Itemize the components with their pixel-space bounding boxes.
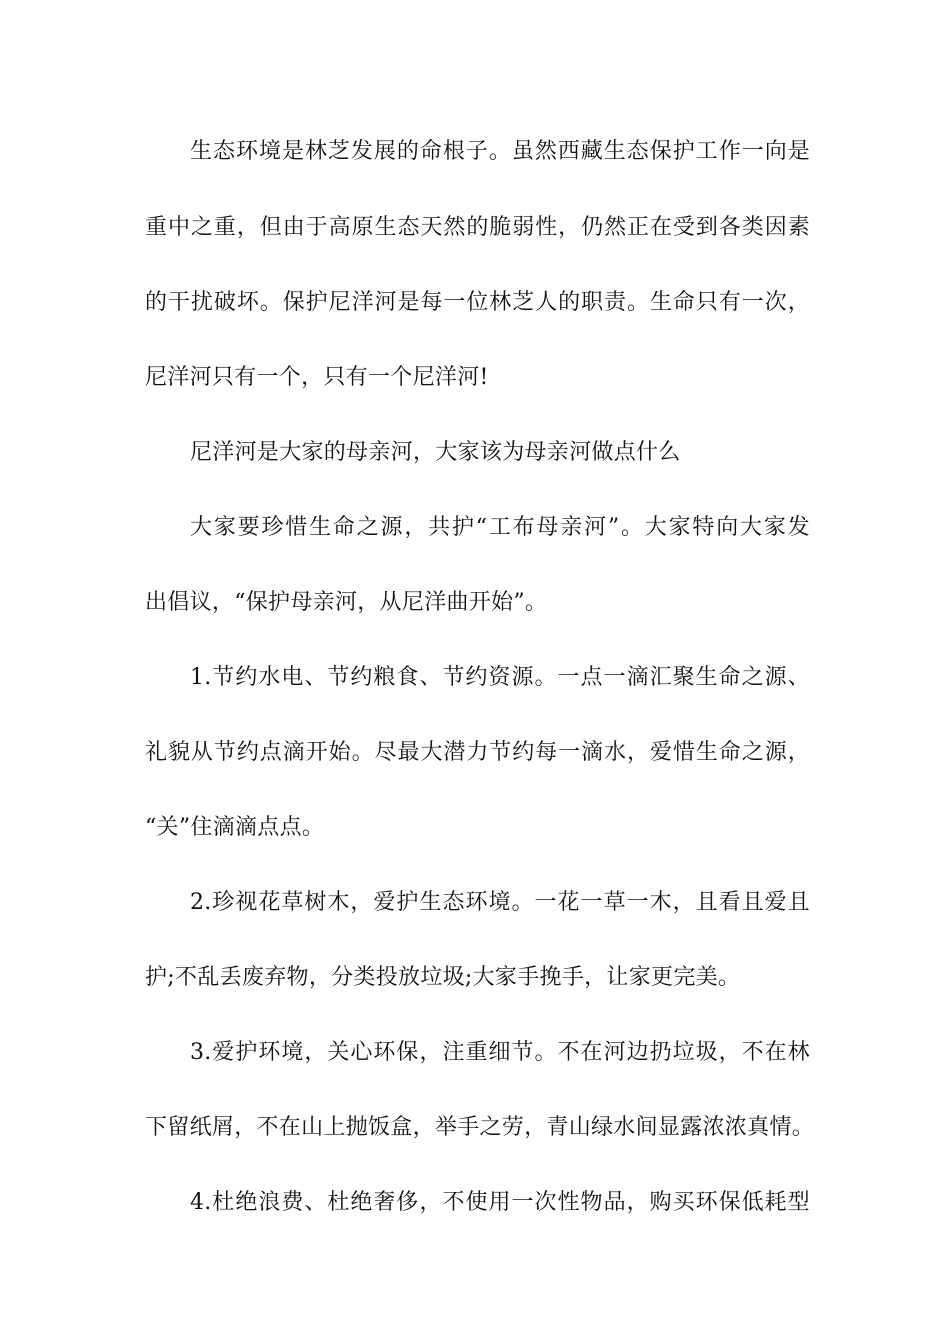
paragraph-line: 大家要珍惜生命之源，共护“工布母亲河”。大家特向大家发 bbox=[190, 515, 810, 540]
list-item-line: 礼貌从节约点滴开始。尽最大潜力节约每一滴水，爱惜生命之源， bbox=[145, 740, 810, 765]
list-item-line: 2.珍视花草树木，爱护生态环境。一花一草一木，且看且爱且 bbox=[190, 890, 810, 915]
paragraph-line: 的干扰破坏。保护尼洋河是每一位林芝人的职责。生命只有一次， bbox=[145, 290, 810, 315]
list-item-line: 3.爱护环境，关心环保，注重细节。不在河边扔垃圾，不在林 bbox=[190, 1040, 810, 1065]
list-item-line: 4.杜绝浪费、杜绝奢侈，不使用一次性物品，购买环保低耗型 bbox=[190, 1190, 810, 1215]
paragraph-line: 尼洋河是大家的母亲河，大家该为母亲河做点什么 bbox=[190, 440, 681, 465]
list-item-line: 1.节约水电、节约粮食、节约资源。一点一滴汇聚生命之源、 bbox=[190, 665, 810, 690]
paragraph-line: 生态环境是林芝发展的命根子。虽然西藏生态保护工作一向是 bbox=[190, 139, 810, 164]
list-item-line: 下留纸屑，不在山上抛饭盒，举手之劳，青山绿水间显露浓浓真情。 bbox=[145, 1115, 815, 1140]
paragraph-line: 出倡议，“保护母亲河，从尼洋曲开始”。 bbox=[145, 590, 548, 615]
list-item-line: “关”住滴滴点点。 bbox=[145, 815, 325, 840]
paragraph-line: 尼洋河只有一个，只有一个尼洋河! bbox=[145, 365, 489, 390]
list-item-line: 护;不乱丢废弃物，分类投放垃圾;大家手挽手，让家更完美。 bbox=[145, 965, 741, 990]
paragraph-line: 重中之重，但由于高原生态天然的脆弱性，仍然正在受到各类因素 bbox=[145, 215, 810, 240]
